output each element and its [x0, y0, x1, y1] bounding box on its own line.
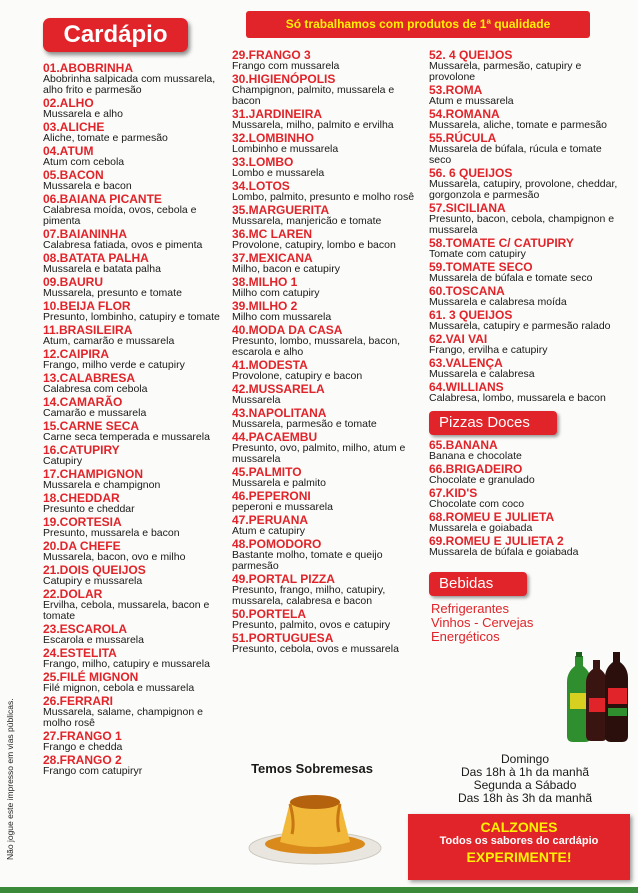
menu-item — [232, 132, 417, 155]
menu-item — [43, 228, 223, 251]
menu-item-title: 05.BACON — [43, 168, 104, 182]
legal-notice-text: Não jogue este impresso em vias públicas. — [5, 698, 15, 860]
menu-item-title: 04.ATUM — [43, 144, 94, 158]
menu-item-desc: Mussarela, parmesão e tomate — [232, 418, 377, 430]
menu-item-title: 17.CHAMPIGNON — [43, 467, 144, 481]
menu-item — [232, 632, 417, 655]
menu-item — [429, 49, 624, 83]
menu-item-title: 15.CARNE SECA — [43, 419, 140, 433]
soda-bottles-image — [567, 648, 633, 744]
menu-item-desc: Camarão e mussarela — [43, 407, 147, 419]
menu-item-title: 58.TOMATE C/ CATUPIRY — [429, 236, 574, 250]
menu-title-box — [43, 18, 188, 52]
menu-item — [429, 439, 624, 462]
menu-item — [429, 285, 624, 308]
menu-item-desc: Provolone, catupiry, lombo e bacon — [232, 239, 396, 251]
menu-item — [429, 132, 624, 166]
menu-item — [43, 623, 223, 646]
menu-item — [43, 492, 223, 515]
menu-item-title: 26.FERRARI — [43, 694, 114, 708]
menu-item-title: 13.CALABRESA — [43, 371, 136, 385]
menu-item-title: 29.FRANGO 3 — [232, 48, 311, 62]
menu-item-title: 62.VAI VAI — [429, 332, 488, 346]
menu-item-title: 18.CHEDDAR — [43, 491, 120, 505]
menu-item-title: 47.PERUANA — [232, 513, 309, 527]
menu-item-title: 59.TOMATE SECO — [429, 260, 533, 274]
menu-item-desc: Catupiry e mussarela — [43, 575, 143, 587]
menu-item-desc: Chocolate com coco — [429, 498, 525, 510]
menu-item-desc: Mussarela e calabresa moída — [429, 296, 567, 308]
menu-item-title: 67.KID'S — [429, 486, 478, 500]
menu-item-desc: Atum com cebola — [43, 156, 125, 168]
menu-item — [43, 324, 223, 347]
menu-item — [43, 62, 223, 96]
menu-item-desc: Presunto, ovo, palmito, milho, atum e mussarela — [232, 442, 406, 465]
menu-item — [232, 383, 417, 406]
menu-item-title: 12.CAIPIRA — [43, 347, 110, 361]
menu-item — [429, 167, 624, 201]
calzones-banner — [408, 814, 630, 880]
menu-item — [43, 516, 223, 539]
menu-item — [232, 431, 417, 465]
quality-banner: Só trabalhamos com produtos de 1ª qualidade — [246, 11, 590, 38]
menu-item-title: 03.ALICHE — [43, 120, 105, 134]
menu-item-title: 14.CAMARÃO — [43, 395, 123, 409]
menu-item-title: 21.DOIS QUEIJOS — [43, 563, 146, 577]
menu-item-title: 46.PEPERONI — [232, 489, 311, 503]
menu-item — [43, 348, 223, 371]
bottom-strip — [0, 887, 638, 893]
menu-item-title: 34.LOTOS — [232, 179, 290, 193]
menu-item-title: 37.MEXICANA — [232, 251, 313, 265]
menu-item-title: 61. 3 QUEIJOS — [429, 308, 513, 322]
menu-item-desc: Frango com catupiryr — [43, 765, 143, 777]
menu-item — [232, 608, 417, 631]
menu-item-desc: Milho, bacon e catupiry — [232, 263, 340, 275]
legal-notice — [3, 660, 17, 860]
menu-item-title: 30.HIGIENÓPOLIS — [232, 72, 336, 86]
menu-item-title: 48.POMODORO — [232, 537, 322, 551]
menu-item-desc: Calabresa, lombo, mussarela e bacon — [429, 392, 606, 404]
menu-item-title: 22.DOLAR — [43, 587, 103, 601]
menu-item-desc: Champignon, palmito, mussarela e bacon — [232, 84, 395, 107]
menu-item-title: 56. 6 QUEIJOS — [429, 166, 513, 180]
menu-item — [429, 237, 624, 260]
menu-item — [43, 647, 223, 670]
menu-item-desc: Presunto, palmito, ovos e catupiry — [232, 619, 391, 631]
menu-item — [429, 511, 624, 534]
menu-item — [232, 156, 417, 179]
menu-item-title: 36.MC LAREN — [232, 227, 313, 241]
menu-item-title: 09.BAURU — [43, 275, 104, 289]
menu-item-desc: Presunto, lombinho, catupiry e tomate — [43, 311, 220, 323]
menu-item-title: 01.ABOBRINHA — [43, 61, 134, 75]
menu-item-title: 38.MILHO 1 — [232, 275, 298, 289]
menu-item-title: 28.FRANGO 2 — [43, 753, 122, 767]
menu-item-desc: Tomate com catupiry — [429, 248, 526, 260]
menu-item-desc: Mussarela, catupiry e parmesão ralado — [429, 320, 611, 332]
calzones-subtitle: Todos os sabores do cardápio — [439, 835, 599, 847]
hours-line: Segunda a Sábado — [473, 778, 577, 792]
menu-item-desc: Mussarela, salame, champignon e molho rosê — [43, 706, 203, 729]
menu-item-desc: Filé mignon, cebola e mussarela — [43, 682, 195, 694]
menu-item-desc: Atum e mussarela — [429, 95, 514, 107]
menu-item-desc: Mussarela e bacon — [43, 180, 132, 192]
page-title: Cardápio — [63, 21, 168, 48]
menu-item-desc: Frango, ervilha e catupiry — [429, 344, 548, 356]
menu-item — [232, 300, 417, 323]
bebida-item: Vinhos - Cervejas — [431, 615, 534, 630]
menu-item-title: 19.CORTESIA — [43, 515, 122, 529]
menu-item-desc: Mussarela e champignon — [43, 479, 161, 491]
menu-item — [429, 535, 624, 558]
menu-item — [43, 540, 223, 563]
menu-item — [43, 276, 223, 299]
menu-column-3 — [429, 49, 624, 644]
menu-item-desc: Calabresa com cebola — [43, 383, 148, 395]
calzones-title: CALZONES — [480, 819, 558, 835]
menu-item — [43, 588, 223, 622]
menu-item-desc: Mussarela e goiabada — [429, 522, 533, 534]
menu-item-title: 08.BATATA PALHA — [43, 251, 149, 265]
menu-item-desc: Mussarela de búfala e goiabada — [429, 546, 579, 558]
menu-item-title: 31.JARDINEIRA — [232, 107, 323, 121]
menu-item — [429, 261, 624, 284]
menu-item — [232, 228, 417, 251]
menu-item-title: 69.ROMEU E JULIETA 2 — [429, 534, 564, 548]
menu-item-desc: Frango, milho, catupiry e mussarela — [43, 658, 210, 670]
menu-item-title: 02.ALHO — [43, 96, 94, 110]
menu-item — [232, 359, 417, 382]
menu-item — [429, 487, 624, 510]
menu-item — [43, 754, 223, 777]
menu-item-desc: Mussarela, milho, palmito e ervilha — [232, 119, 394, 131]
menu-item — [429, 357, 624, 380]
menu-item-desc: Ervilha, cebola, mussarela, bacon e tomate — [43, 599, 210, 622]
menu-item-desc: Banana e chocolate — [429, 450, 522, 462]
menu-item-title: 42.MUSSARELA — [232, 382, 325, 396]
menu-item-title: 07.BAIANINHA — [43, 227, 128, 241]
menu-item — [43, 300, 223, 323]
menu-item-desc: Presunto, frango, milho, catupiry, mussarela, calabresa e bacon — [232, 584, 386, 607]
menu-item-desc: Mussarela, bacon, ovo e milho — [43, 551, 186, 563]
menu-item — [43, 97, 223, 120]
menu-item-desc: Mussarela, manjericão e tomate — [232, 215, 382, 227]
menu-item-title: 10.BEIJA FLOR — [43, 299, 131, 313]
menu-item-title: 35.MARGUERITA — [232, 203, 330, 217]
bebidas-list — [429, 602, 624, 644]
menu-item-desc: Lombinho e mussarela — [232, 143, 339, 155]
menu-item — [429, 381, 624, 404]
menu-item-title: 52. 4 QUEIJOS — [429, 48, 513, 62]
menu-item-title: 41.MODESTA — [232, 358, 308, 372]
menu-item-desc: Catupiry — [43, 455, 83, 467]
menu-item-title: 55.RÚCULA — [429, 131, 497, 145]
menu-item-desc: Lombo, palmito, presunto e molho rosê — [232, 191, 415, 203]
menu-item-desc: Provolone, catupiry e bacon — [232, 370, 363, 382]
menu-item — [429, 333, 624, 356]
bebida-item: Energéticos — [431, 629, 500, 644]
menu-item-desc: Abobrinha salpicada com mussarela, alho frito e parmesão — [43, 73, 216, 96]
menu-item — [43, 396, 223, 419]
menu-item-desc: Frango e chedda — [43, 741, 123, 753]
hours-line: Das 18h à 1h da manhã — [460, 765, 590, 779]
menu-column-1 — [43, 62, 223, 778]
menu-item — [43, 252, 223, 275]
menu-item-desc: Milho com catupiry — [232, 287, 320, 299]
menu-item-title: 06.BAIANA PICANTE — [43, 192, 162, 206]
menu-item-desc: Frango, milho verde e catupiry — [43, 359, 185, 371]
bebidas-heading: Bebidas — [429, 572, 527, 596]
menu-item — [43, 145, 223, 168]
menu-item — [43, 671, 223, 694]
menu-item — [232, 108, 417, 131]
menu-item-desc: Carne seca temperada e mussarela — [43, 431, 210, 443]
menu-item — [43, 564, 223, 587]
menu-item-desc: Atum e catupiry — [232, 525, 305, 537]
hours-line: Das 18h às 3h da manhã — [457, 791, 593, 805]
menu-item-desc: Presunto, lombo, mussarela, bacon, escarola e alho — [232, 335, 401, 358]
menu-item — [232, 324, 417, 358]
menu-item — [43, 468, 223, 491]
menu-item — [43, 730, 223, 753]
menu-item-title: 54.ROMANA — [429, 107, 500, 121]
menu-item — [232, 204, 417, 227]
bebida-item: Refrigerantes — [431, 601, 510, 616]
menu-item-desc: Presunto e cheddar — [43, 503, 135, 515]
menu-item-title: 64.WILLIANS — [429, 380, 504, 394]
menu-item-desc: Presunto, bacon, cebola, champignon e mussarela — [429, 213, 615, 236]
menu-item-desc: Milho com mussarela — [232, 311, 332, 323]
menu-item — [232, 538, 417, 572]
opening-hours — [425, 753, 625, 805]
menu-item — [232, 180, 417, 203]
menu-item-title: 27.FRANGO 1 — [43, 729, 122, 743]
menu-item-desc: Mussarela, catupiry, provolone, cheddar, gorgonzola e parmesão — [429, 178, 618, 201]
menu-item — [232, 573, 417, 607]
menu-item-desc: Chocolate e granulado — [429, 474, 535, 486]
menu-item — [429, 463, 624, 486]
menu-item-title: 33.LOMBO — [232, 155, 294, 169]
menu-item-desc: Mussarela e batata palha — [43, 263, 161, 275]
menu-item-title: 53.ROMA — [429, 83, 483, 97]
sobremesas-label: Temos Sobremesas — [251, 761, 373, 776]
menu-item-desc: Mussarela, presunto e tomate — [43, 287, 182, 299]
menu-item-title: 65.BANANA — [429, 438, 498, 452]
menu-item-desc: Bastante molho, tomate e queijo parmesão — [232, 549, 383, 572]
menu-item-desc: peperoni e mussarela — [232, 501, 333, 513]
menu-item-title: 57.SICILIANA — [429, 201, 506, 215]
menu-item-title: 40.MODA DA CASA — [232, 323, 343, 337]
menu-item-desc: Mussarela — [232, 394, 281, 406]
menu-item-desc: Presunto, mussarela e bacon — [43, 527, 180, 539]
menu-item-title: 66.BRIGADEIRO — [429, 462, 523, 476]
menu-item-desc: Mussarela e palmito — [232, 477, 326, 489]
menu-item-title: 39.MILHO 2 — [232, 299, 298, 313]
menu-item — [232, 276, 417, 299]
menu-item-desc: Atum, camarão e mussarela — [43, 335, 175, 347]
menu-item-title: 43.NAPOLITANA — [232, 406, 327, 420]
menu-item — [232, 490, 417, 513]
menu-item-desc: Frango com mussarela — [232, 60, 340, 72]
menu-item — [43, 444, 223, 467]
menu-item-title: 44.PACAEMBU — [232, 430, 318, 444]
menu-item — [429, 309, 624, 332]
menu-item-desc: Mussarela de búfala, rúcula e tomate seco — [429, 143, 602, 166]
menu-item-title: 50.PORTELA — [232, 607, 307, 621]
menu-item — [43, 695, 223, 729]
menu-item — [232, 49, 417, 72]
menu-item-desc: Lombo e mussarela — [232, 167, 325, 179]
menu-item — [232, 514, 417, 537]
menu-item — [429, 202, 624, 236]
menu-item-title: 20.DA CHEFE — [43, 539, 121, 553]
menu-item — [232, 252, 417, 275]
menu-item — [429, 108, 624, 131]
menu-item-desc: Aliche, tomate e parmesão — [43, 132, 168, 144]
menu-item — [232, 407, 417, 430]
menu-item-title: 68.ROMEU E JULIETA — [429, 510, 555, 524]
menu-item-title: 25.FILÉ MIGNON — [43, 670, 139, 684]
menu-column-2 — [232, 49, 417, 656]
pizzas-doces-heading: Pizzas Doces — [429, 411, 557, 435]
menu-item-title: 45.PALMITO — [232, 465, 302, 479]
menu-item-title: 32.LOMBINHO — [232, 131, 315, 145]
menu-item-desc: Mussarela de búfala e tomate seco — [429, 272, 593, 284]
menu-item-title: 49.PORTAL PIZZA — [232, 572, 335, 586]
menu-item-desc: Mussarela e calabresa — [429, 368, 535, 380]
calzones-cta: EXPERIMENTE! — [466, 849, 572, 865]
menu-item-title: 51.PORTUGUESA — [232, 631, 334, 645]
menu-item — [43, 372, 223, 395]
menu-item-desc: Mussarela, parmesão, catupiry e provolone — [429, 60, 582, 83]
menu-item-title: 60.TOSCANA — [429, 284, 505, 298]
menu-item-desc: Mussarela e alho — [43, 108, 123, 120]
menu-item-title: 11.BRASILEIRA — [43, 323, 133, 337]
menu-item-desc: Escarola e mussarela — [43, 634, 144, 646]
menu-item-desc: Calabresa moída, ovos, cebola e pimenta — [43, 204, 197, 227]
menu-item-title: 23.ESCAROLA — [43, 622, 128, 636]
menu-item-desc: Calabresa fatiada, ovos e pimenta — [43, 239, 203, 251]
menu-item — [43, 169, 223, 192]
menu-item-title: 16.CATUPIRY — [43, 443, 120, 457]
menu-item-desc: Mussarela, aliche, tomate e parmesão — [429, 119, 608, 131]
menu-item — [232, 73, 417, 107]
menu-item — [232, 466, 417, 489]
menu-item — [43, 121, 223, 144]
hours-line: Domingo — [500, 752, 550, 766]
pudding-image — [240, 780, 390, 872]
menu-item-title: 24.ESTELITA — [43, 646, 117, 660]
menu-item — [43, 193, 223, 227]
menu-item-title: 63.VALENÇA — [429, 356, 503, 370]
menu-item — [429, 84, 624, 107]
menu-item-desc: Presunto, cebola, ovos e mussarela — [232, 643, 399, 655]
menu-item — [43, 420, 223, 443]
